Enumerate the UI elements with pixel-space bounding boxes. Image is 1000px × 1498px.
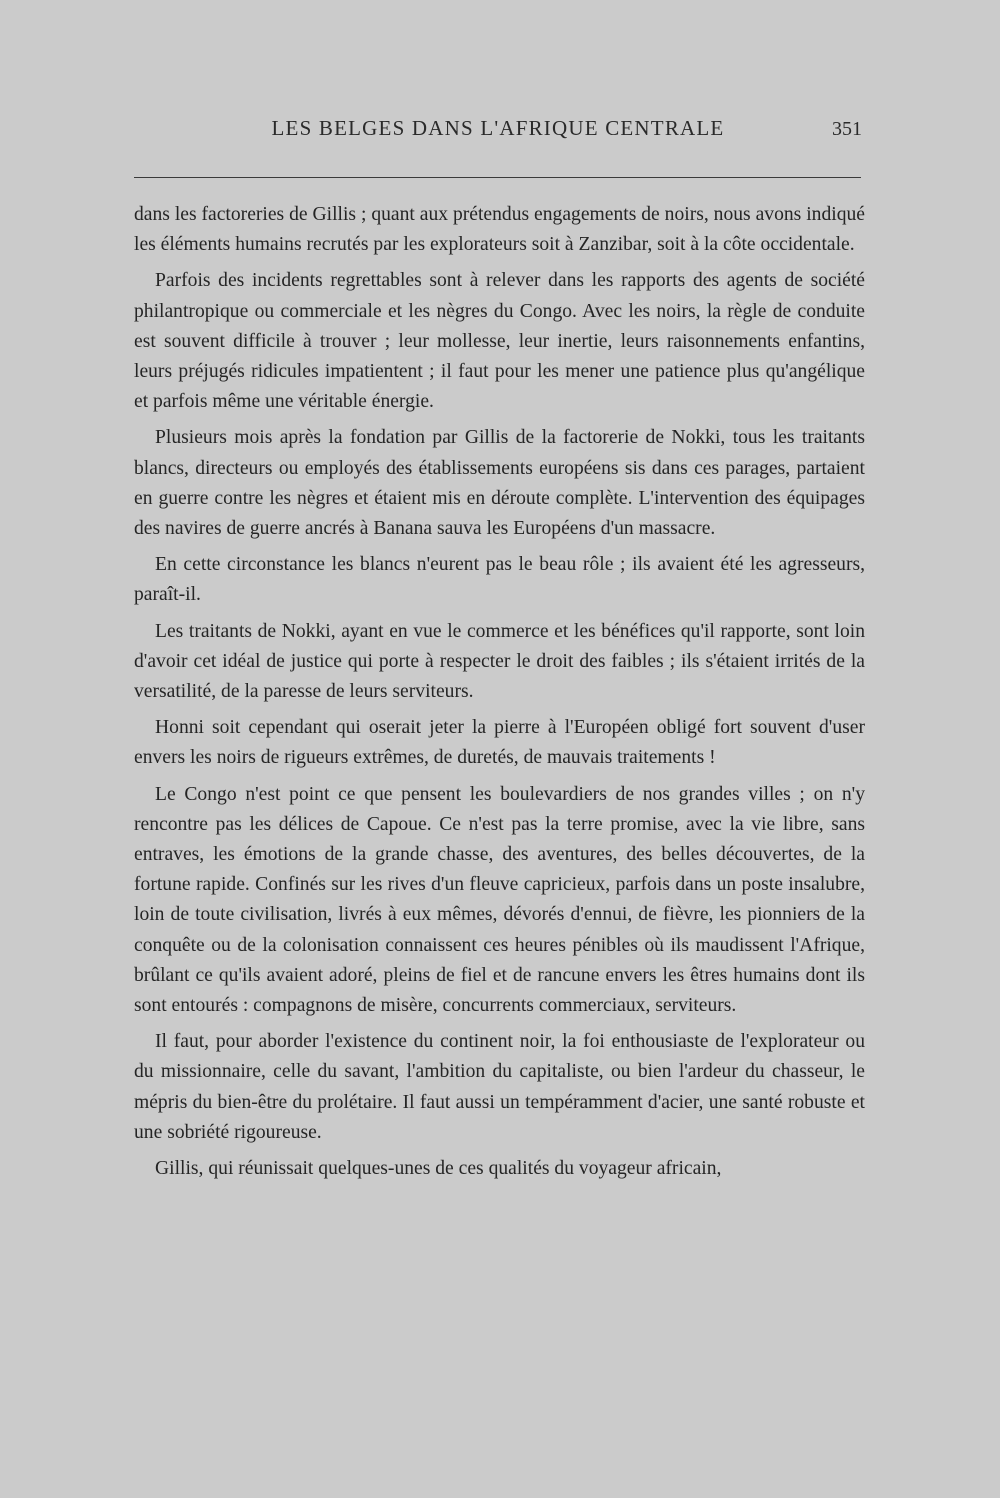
page-body (134, 200, 865, 1184)
page-number: 351 (832, 118, 862, 140)
paragraph: dans les factoreries de Gillis ; quant aux prétendus engagements de noirs, nous avons indiqué les éléments humains recrutés par les explorateurs soit à Zanzibar, soit à la côte occidentale. (134, 204, 865, 256)
paragraph: Les traitants de Nokki, ayant en vue le commerce et les bénéfices qu'il rapporte, sont loin d'avoir cet idéal de justice qui porte à respecter le droit des faibles ; ils s'étaient irrités de la versatilité, de la paresse de leurs serviteurs. (134, 620, 865, 703)
paragraph: En cette circonstance les blancs n'eurent pas le beau rôle ; ils avaient été les agresseurs, paraît-il. (134, 554, 865, 606)
paragraph: Plusieurs mois après la fondation par Gillis de la factorerie de Nokki, tous les traitants blancs, directeurs ou employés des établissements européens sis dans ces parages, partaient en guerre contre les nègres et étaient mis en déroute complète. L'intervention des équipages des navires de guerre ancrés à Banana sauva les Européens d'un massacre. (134, 427, 865, 540)
running-title: LES BELGES DANS L'AFRIQUE CENTRALE (271, 116, 725, 140)
page-header (134, 116, 862, 148)
paragraph: Le Congo n'est point ce que pensent les boulevardiers de nos grandes villes ; on n'y rencontre pas les délices de Capoue. Ce n'est pas la terre promise, avec la vie libre, sans entraves, les émotions de la grande chasse, des aventures, des belles découvertes, de la fortune rapide. Confinés sur les rives d'un fleuve capricieux, parfois dans un poste insalubre, loin de toute civilisation, livrés à eux mêmes, dévorés d'ennui, de fièvre, les pionniers de la conquête ou de la colonisation connaissent ces heures pénibles où ils maudissent l'Afrique, brûlant ce qu'ils avaient adoré, pleins de fiel et de rancune envers les êtres humains dont ils sont entourés : compagnons de misère, concurrents commerciaux, serviteurs. (134, 783, 865, 1017)
paragraph: Gillis, qui réunissait quelques-unes de ces qualités du voyageur africain, (155, 1158, 722, 1180)
paragraph: Parfois des incidents regrettables sont à relever dans les rapports des agents de société philantropique ou commerciale et les nègres du Congo. Avec les noirs, la règle de conduite est souvent difficile à trouver ; leur mollesse, leur inertie, leurs raisonnements enfantins, leurs préjugés ridicules impatientent ; il faut pour les mener une patience plus qu'angélique et parfois même une véritable énergie. (134, 270, 865, 413)
paragraph: Honni soit cependant qui oserait jeter la pierre à l'Européen obligé fort souvent d'user envers les noirs de rigueurs extrêmes, de duretés, de mauvais traitements ! (134, 717, 865, 769)
header-rule (134, 177, 861, 178)
paragraph: Il faut, pour aborder l'existence du continent noir, la foi enthousiaste de l'explorateur ou du missionnaire, celle du savant, l'ambition du capitaliste, ou bien l'ardeur du chasseur, le mépris du bien-être du prolétaire. Il faut aussi un tempéramment d'acier, une santé robuste et une sobriété rigoureuse. (134, 1031, 865, 1143)
